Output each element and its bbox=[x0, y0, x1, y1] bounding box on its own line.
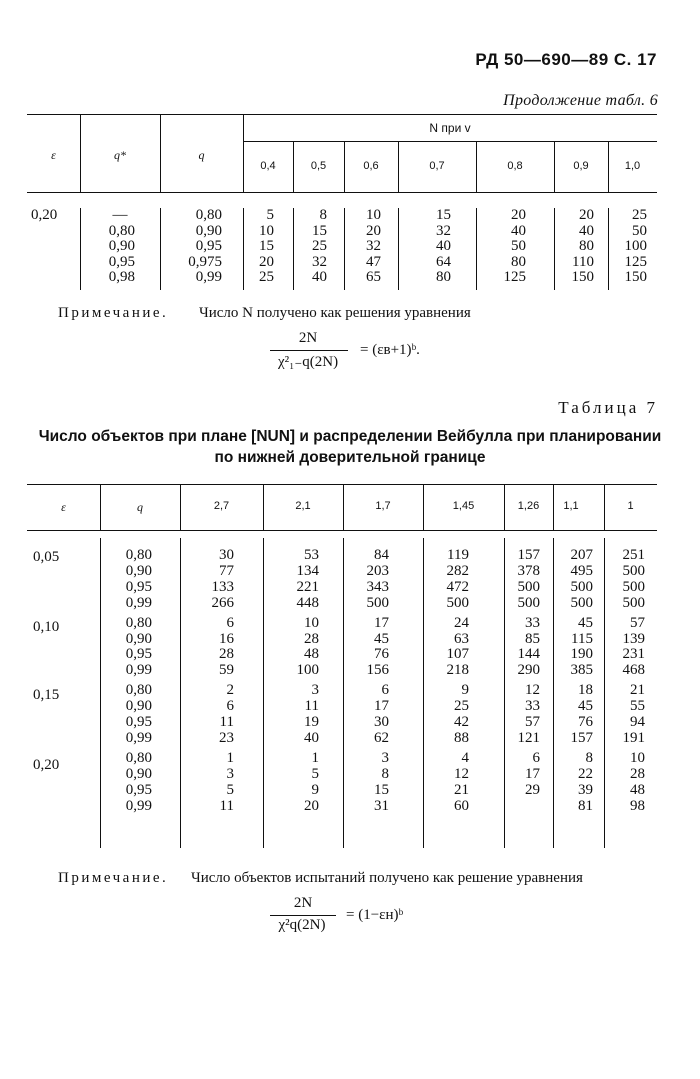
t7-cell: 0,80 bbox=[125, 547, 152, 563]
t7-cell: 28 bbox=[630, 765, 645, 782]
t7-eps-value: 0,05 bbox=[33, 549, 60, 565]
table7-title-line1: Число объектов при плане [NUN] и распределении Вейбулла при планировании bbox=[38, 428, 662, 445]
t7-cell: 21 bbox=[454, 781, 469, 798]
t6-cell: 10 bbox=[366, 207, 381, 223]
t7-cell: 15 bbox=[374, 781, 389, 798]
t7-cell: 0,99 bbox=[125, 729, 152, 746]
t7-cell: 55 bbox=[630, 698, 645, 715]
t7-cell: 157 bbox=[570, 729, 593, 746]
note7-denominator: χ²q(2N) bbox=[278, 917, 326, 933]
t7-cell: 115 bbox=[571, 630, 593, 647]
t7-cell: 19 bbox=[304, 714, 319, 730]
note7-fraction-bar bbox=[270, 915, 336, 916]
t6-header-v: 0,8 bbox=[507, 160, 523, 172]
t7-cell: 57 bbox=[630, 614, 645, 631]
t6-header-v: 0,7 bbox=[429, 160, 445, 172]
t7-cell: 500 bbox=[570, 594, 593, 611]
t7-cell: 28 bbox=[304, 630, 319, 647]
t7-cell: 31 bbox=[374, 797, 389, 814]
t7-cell: 0,80 bbox=[125, 682, 152, 699]
t7-cell: 48 bbox=[630, 781, 645, 798]
t7-cell: 9 bbox=[461, 682, 469, 699]
t7-cell: 203 bbox=[366, 562, 389, 579]
t7-cell: 500 bbox=[517, 578, 540, 595]
note6-numerator: 2N bbox=[298, 330, 318, 346]
t7-cell: 9 bbox=[311, 781, 319, 798]
t6-cell: 125 bbox=[503, 269, 526, 286]
t7-cell: 63 bbox=[454, 630, 469, 647]
t7-cell: 100 bbox=[296, 662, 319, 679]
t7-cell: 12 bbox=[525, 682, 540, 699]
t7-cell: 500 bbox=[622, 562, 645, 579]
note7-text: Число объектов испытаний получено как решение уравнения bbox=[191, 870, 583, 886]
t7-cell: 139 bbox=[622, 630, 645, 647]
t6-cell: 150 bbox=[624, 269, 647, 286]
t7-cell: 0,90 bbox=[125, 765, 152, 782]
note6-denominator: χ²₁₋q(2N) bbox=[277, 354, 339, 370]
t6-cell: 32 bbox=[312, 253, 327, 270]
t6-cell: 40 bbox=[312, 269, 327, 286]
t7-cell: 290 bbox=[517, 662, 540, 679]
t7-header-q: q bbox=[137, 500, 143, 514]
t6-cell: 0,95 bbox=[108, 253, 135, 270]
t7-cell: 48 bbox=[304, 646, 319, 663]
t7-cell: 0,90 bbox=[125, 698, 152, 715]
t7-cell: 221 bbox=[296, 578, 319, 595]
t7-cell: 0,90 bbox=[125, 630, 152, 647]
t7-eps-value: 0,10 bbox=[33, 619, 60, 635]
t7-cell: 468 bbox=[622, 662, 645, 679]
t7-cell: 282 bbox=[446, 562, 469, 579]
t7-cell: 76 bbox=[374, 646, 389, 663]
t6-cell: 15 bbox=[312, 222, 327, 239]
t7-cell: 343 bbox=[366, 578, 389, 595]
t7-cell: 23 bbox=[219, 729, 234, 746]
t7-cell: 378 bbox=[517, 562, 540, 579]
t6-cell: 0,98 bbox=[108, 269, 135, 286]
table7-number: Таблица 7 bbox=[558, 398, 658, 417]
t6-header-v: 0,6 bbox=[363, 160, 379, 172]
note7-numerator: 2N bbox=[293, 895, 313, 911]
t7-cell: 45 bbox=[578, 614, 593, 631]
t6-cell: 0,975 bbox=[188, 253, 222, 270]
t7-cell: 231 bbox=[622, 646, 645, 663]
t7-cell: 0,99 bbox=[125, 662, 152, 679]
t7-cell: 500 bbox=[570, 578, 593, 595]
t7-cell: 2 bbox=[226, 682, 234, 699]
t7-header-b: 1,45 bbox=[452, 500, 475, 512]
t7-cell: 40 bbox=[304, 729, 319, 746]
t7-cell: 28 bbox=[219, 646, 234, 663]
t7-cell: 17 bbox=[374, 698, 389, 715]
t7-cell: 1 bbox=[226, 749, 234, 766]
t7-cell: 45 bbox=[374, 630, 389, 647]
t7-cell: 8 bbox=[585, 749, 593, 766]
t7-cell: 207 bbox=[570, 547, 593, 563]
t6-cell: 15 bbox=[436, 207, 451, 223]
t7-cell: 0,80 bbox=[125, 614, 152, 631]
t7-cell: 81 bbox=[578, 797, 593, 814]
t6-header-qstar: q* bbox=[114, 148, 126, 162]
t7-cell: 98 bbox=[630, 797, 645, 814]
t7-header-eps: ε bbox=[61, 500, 66, 514]
t7-cell: 0,95 bbox=[125, 781, 152, 798]
t7-cell: 11 bbox=[219, 714, 234, 730]
t7-cell: 0,99 bbox=[125, 594, 152, 611]
t7-cell: 17 bbox=[374, 614, 389, 631]
t7-cell: 39 bbox=[578, 781, 593, 798]
t7-cell: 134 bbox=[296, 562, 319, 579]
t6-header-v: 1,0 bbox=[624, 160, 641, 172]
t6-cell: 15 bbox=[259, 238, 274, 255]
t7-cell: 385 bbox=[570, 662, 593, 679]
t6-cell: 20 bbox=[511, 207, 526, 223]
t7-cell: 0,95 bbox=[125, 578, 152, 595]
t6-cell: 20 bbox=[579, 207, 594, 223]
t7-cell: 3 bbox=[381, 749, 389, 766]
t6-cell: 65 bbox=[366, 269, 381, 286]
t6-cell: 5 bbox=[266, 207, 274, 223]
t7-cell: 53 bbox=[304, 547, 319, 563]
t6-cell: 40 bbox=[511, 222, 526, 239]
t7-cell: 448 bbox=[296, 594, 319, 611]
t6-cell: 47 bbox=[366, 253, 381, 270]
note6-label: Примечание. bbox=[58, 305, 169, 321]
t7-cell: 218 bbox=[446, 662, 469, 679]
t7-cell: 57 bbox=[525, 714, 540, 730]
t6-cell: 20 bbox=[366, 222, 381, 239]
t7-cell: 133 bbox=[211, 578, 234, 595]
t6-cell: 25 bbox=[312, 238, 327, 255]
t7-cell: 10 bbox=[630, 749, 645, 766]
t7-cell: 60 bbox=[454, 797, 469, 814]
t6-header-v: 0,5 bbox=[310, 160, 327, 172]
t7-cell: 42 bbox=[454, 714, 469, 730]
t7-cell: 144 bbox=[517, 646, 540, 663]
t7-header-b: 1,1 bbox=[563, 500, 579, 512]
t6-cell: 80 bbox=[511, 253, 526, 270]
t7-cell: 24 bbox=[454, 614, 469, 631]
page-header: РД 50—690—89 С. 17 bbox=[475, 50, 657, 69]
t7-cell: 157 bbox=[517, 547, 540, 563]
t7-cell: 3 bbox=[311, 682, 319, 699]
t6-cell: 40 bbox=[579, 222, 594, 239]
t7-cell: 5 bbox=[311, 765, 319, 782]
t7-cell: 107 bbox=[446, 646, 469, 663]
t6-cell: 100 bbox=[624, 238, 647, 255]
t6-cell: 0,90 bbox=[195, 222, 222, 239]
t7-cell: 0,95 bbox=[125, 646, 152, 663]
t7-cell: 33 bbox=[525, 614, 540, 631]
t7-cell: 10 bbox=[304, 614, 319, 631]
t7-cell: 472 bbox=[446, 578, 469, 595]
t6-cell: 32 bbox=[436, 222, 451, 239]
t7-cell: 6 bbox=[226, 614, 234, 631]
note7-rhs: = (1−εн)ᵇ bbox=[346, 907, 404, 923]
t7-cell: 77 bbox=[219, 562, 234, 579]
t7-cell: 266 bbox=[211, 594, 234, 611]
t6-cell: 0,99 bbox=[195, 269, 222, 286]
t7-cell: 6 bbox=[532, 749, 540, 766]
t7-cell: 59 bbox=[219, 662, 234, 679]
t7-cell: 500 bbox=[366, 594, 389, 611]
t7-header-b: 1,26 bbox=[517, 500, 540, 512]
t7-cell: 1 bbox=[311, 749, 319, 766]
t7-cell: 21 bbox=[630, 682, 645, 699]
t6-cell: 8 bbox=[319, 207, 327, 223]
t7-cell: 11 bbox=[219, 797, 234, 814]
t7-header-b: 2,1 bbox=[295, 500, 311, 512]
t7-cell: 25 bbox=[454, 698, 469, 715]
t6-cell: 50 bbox=[632, 222, 647, 239]
t7-cell: 156 bbox=[366, 662, 389, 679]
t6-cell: 0,95 bbox=[195, 238, 222, 255]
t6-cell: 32 bbox=[366, 238, 381, 255]
t7-cell: 84 bbox=[374, 547, 389, 563]
t6-cell: 80 bbox=[579, 238, 594, 255]
t7-cell: 500 bbox=[517, 594, 540, 611]
table7-title-line2: по нижней доверительной границе bbox=[214, 449, 486, 466]
t7-cell: 0,90 bbox=[125, 562, 152, 579]
t7-cell: 191 bbox=[622, 729, 645, 746]
t7-cell: 30 bbox=[219, 547, 234, 563]
t7-cell: 0,95 bbox=[125, 714, 152, 730]
t7-cell: 0,80 bbox=[125, 749, 152, 766]
t6-cell: 0,80 bbox=[195, 207, 222, 223]
t6-cell: 125 bbox=[624, 253, 647, 270]
t7-eps-value: 0,20 bbox=[33, 757, 60, 773]
t6-header-group: N при v bbox=[429, 121, 471, 135]
t7-cell: 500 bbox=[446, 594, 469, 611]
t6-cell: 40 bbox=[436, 238, 451, 255]
t7-cell: 251 bbox=[622, 547, 645, 563]
t7-cell: 4 bbox=[461, 749, 469, 766]
t6-cell: — bbox=[112, 207, 128, 223]
t7-cell: 16 bbox=[219, 630, 234, 647]
note6-fraction-bar bbox=[270, 350, 348, 351]
t6-header-q: q bbox=[198, 148, 205, 162]
t6-cell: 150 bbox=[571, 269, 594, 286]
t7-cell: 500 bbox=[622, 578, 645, 595]
t6-cell: 20 bbox=[259, 253, 274, 270]
t7-cell: 6 bbox=[226, 698, 234, 715]
t6-header-eps: ε bbox=[51, 148, 56, 162]
note7-label: Примечание. bbox=[58, 870, 169, 886]
t7-cell: 33 bbox=[525, 698, 540, 715]
t7-cell: 18 bbox=[578, 682, 593, 699]
note6-text: Число N получено как решения уравнения bbox=[199, 305, 471, 321]
t7-cell: 94 bbox=[630, 714, 645, 730]
t7-cell: 17 bbox=[525, 765, 540, 782]
t7-header-b: 1 bbox=[627, 500, 634, 512]
t7-cell: 62 bbox=[374, 729, 389, 746]
t6-cell: 10 bbox=[259, 222, 274, 239]
t6-cell: 25 bbox=[632, 207, 647, 223]
t6-header-v: 0,9 bbox=[573, 160, 589, 172]
t6-cell: 80 bbox=[436, 269, 451, 286]
t6-cell: 0,80 bbox=[108, 222, 135, 239]
t7-cell: 12 bbox=[454, 765, 469, 782]
t7-header-b: 2,7 bbox=[213, 500, 230, 512]
t7-cell: 8 bbox=[381, 765, 389, 782]
t7-cell: 29 bbox=[525, 781, 540, 798]
t7-eps-value: 0,15 bbox=[33, 687, 60, 703]
table-continuation-label: Продолжение табл. 6 bbox=[503, 92, 658, 109]
t6-cell: 25 bbox=[259, 269, 274, 286]
t6-header-v: 0,4 bbox=[260, 160, 276, 172]
t7-cell: 5 bbox=[226, 781, 234, 798]
t7-cell: 11 bbox=[304, 698, 319, 715]
t7-header-b: 1,7 bbox=[375, 500, 391, 512]
t7-cell: 190 bbox=[570, 646, 593, 663]
t7-cell: 495 bbox=[570, 562, 593, 579]
t6-cell: 0,90 bbox=[108, 238, 135, 255]
t7-cell: 121 bbox=[517, 729, 540, 746]
t7-cell: 45 bbox=[578, 698, 593, 715]
t7-cell: 6 bbox=[381, 682, 389, 699]
t6-cell: 50 bbox=[511, 238, 526, 255]
t7-cell: 0,99 bbox=[125, 797, 152, 814]
note6-rhs: = (εв+1)ᵇ. bbox=[360, 342, 420, 358]
t7-cell: 88 bbox=[454, 729, 469, 746]
t6-eps-value: 0,20 bbox=[31, 207, 58, 223]
t7-cell: 30 bbox=[374, 714, 389, 730]
t7-cell: 3 bbox=[226, 765, 234, 782]
t7-cell: 119 bbox=[447, 547, 469, 563]
t7-cell: 85 bbox=[525, 630, 540, 647]
t7-cell: 20 bbox=[304, 797, 319, 814]
t7-cell: 76 bbox=[578, 714, 593, 730]
t6-cell: 110 bbox=[572, 253, 594, 270]
t6-cell: 64 bbox=[436, 253, 451, 270]
t7-cell: 22 bbox=[578, 765, 593, 782]
t7-cell: 500 bbox=[622, 594, 645, 611]
